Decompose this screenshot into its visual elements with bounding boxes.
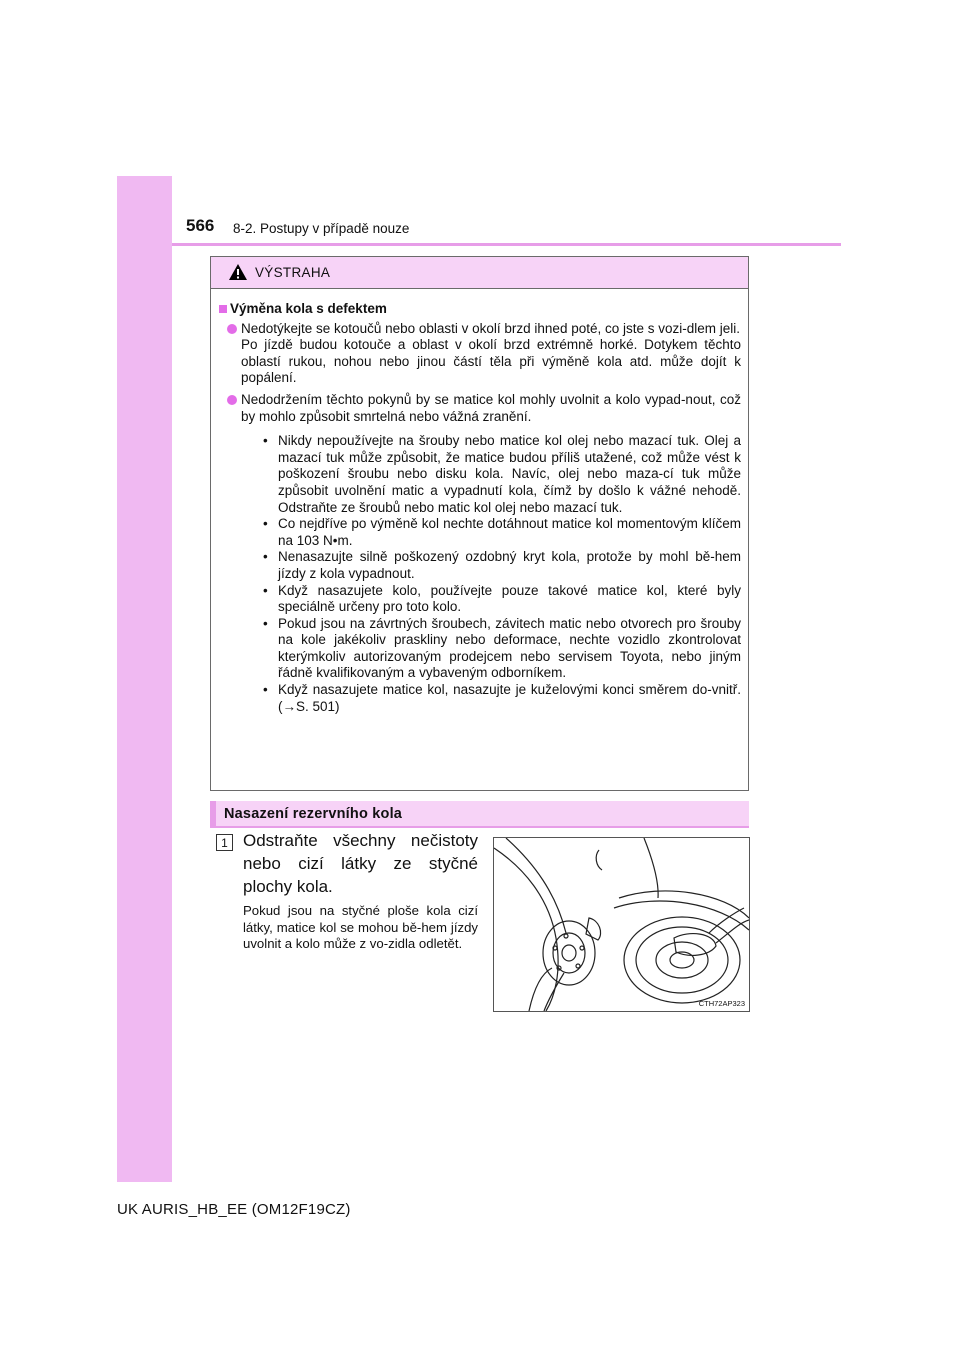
- wheel-cleaning-illustration: [493, 837, 750, 1012]
- list-item: • Co nejdříve po výměně kol nechte dotáhnout matice kol momentovým klíčem na 103 N•m.: [263, 516, 741, 549]
- spare-wheel-heading-text: Nasazení rezervního kola: [224, 806, 403, 822]
- bullet-1-para-1: Nedotýkejte se kotoučů nebo oblasti v okolí brzd ihned poté, co jste s vozi-dlem jeli.: [241, 320, 741, 336]
- warning-bullet-2: [219, 392, 741, 715]
- figure-code: CTH72AP323: [698, 999, 745, 1008]
- list-item: • Když nasazujete kolo, používejte pouze takové matice kol, které byly speciálně určeny pro toto kolo.: [263, 583, 741, 616]
- footer-model: UK AURIS_HB_EE (OM12F19CZ): [117, 1201, 351, 1218]
- warning-subheading-text: Výměna kola s defektem: [230, 301, 387, 316]
- square-bullet-icon: [219, 305, 227, 313]
- heading-accent: [210, 801, 216, 826]
- list-item: • Když nasazujete matice kol, nasazujte je kuželovými konci směrem do-vnitř. (→S. 501): [263, 682, 741, 715]
- warning-title: VÝSTRAHA: [255, 265, 331, 280]
- warning-sublist: [263, 433, 741, 715]
- step-note: Pokud jsou na styčné ploše kola cizí látky, matice kol se mohou bě-hem jízdy uvolnit a kolo může z vo-zidla odletět.: [243, 903, 478, 951]
- warning-header: [211, 257, 748, 289]
- list-item: • Nikdy nepoužívejte na šrouby nebo matice kol olej nebo mazací tuk. Olej a mazací tuk může způsobit, že matice budou příliš utažené, což může vést k poškození šroubu nebo disku kola. Navíc, olej nebo maza-cí tuk může způsobit uvolnění matic a vypadnutí kola, čímž by došlo k vážné nehodě. Odstraňte ze šroubů nebo matic kol olej nebo mazací tuk.: [263, 433, 741, 516]
- bullet-1-para-2: Po jízdě budou kotouče a oblast v okolí brzd extrémně horké. Dotykem těchto oblastí rukou, nohou nebo jinou částí těla při výměně kola atd. může dojít k popálení.: [241, 337, 741, 386]
- spare-wheel-heading: [210, 801, 749, 828]
- section-title: 8-2. Postupy v případě nouze: [233, 221, 410, 236]
- wheel-illustration-icon: [494, 838, 749, 1011]
- warning-triangle-icon: [228, 263, 248, 281]
- list-item: • Nenasazujte silně poškozený ozdobný kryt kola, protože by mohl bě-hem jízdy z kola vypadnout.: [263, 549, 741, 582]
- warning-bullet-1: [219, 321, 741, 387]
- page-number: 566: [186, 216, 215, 235]
- circle-bullet-icon: [227, 324, 237, 334]
- bullet-2-text: Nedodržením těchto pokynů by se matice kol mohly uvolnit a kolo vypad-nout, což by mohlo způsobit smrtelná nebo vážná zranění.: [241, 391, 741, 424]
- warning-box: [210, 256, 749, 791]
- chapter-sidebar-tab: [117, 176, 172, 1182]
- step-text: Odstraňte všechny nečistoty nebo cizí látky ze styčné plochy kola.: [243, 831, 478, 896]
- warning-body: [211, 289, 748, 715]
- list-item: • Pokud jsou na závrtných šroubech, závitech matic nebo otvorech pro šrouby na kole jakékoliv praskliny nebo deformace, nechte vozidlo zkontrolovat kterýmkoliv autorizovaným prodejcem nebo servisem Toyota, nebo jiným řádně kvalifikovaným a vybaveným odborníkem.: [263, 616, 741, 682]
- warning-subheading: [219, 301, 741, 318]
- circle-bullet-icon: [227, 395, 237, 405]
- header-rule: [172, 243, 841, 246]
- step-number-badge: 1: [216, 834, 233, 851]
